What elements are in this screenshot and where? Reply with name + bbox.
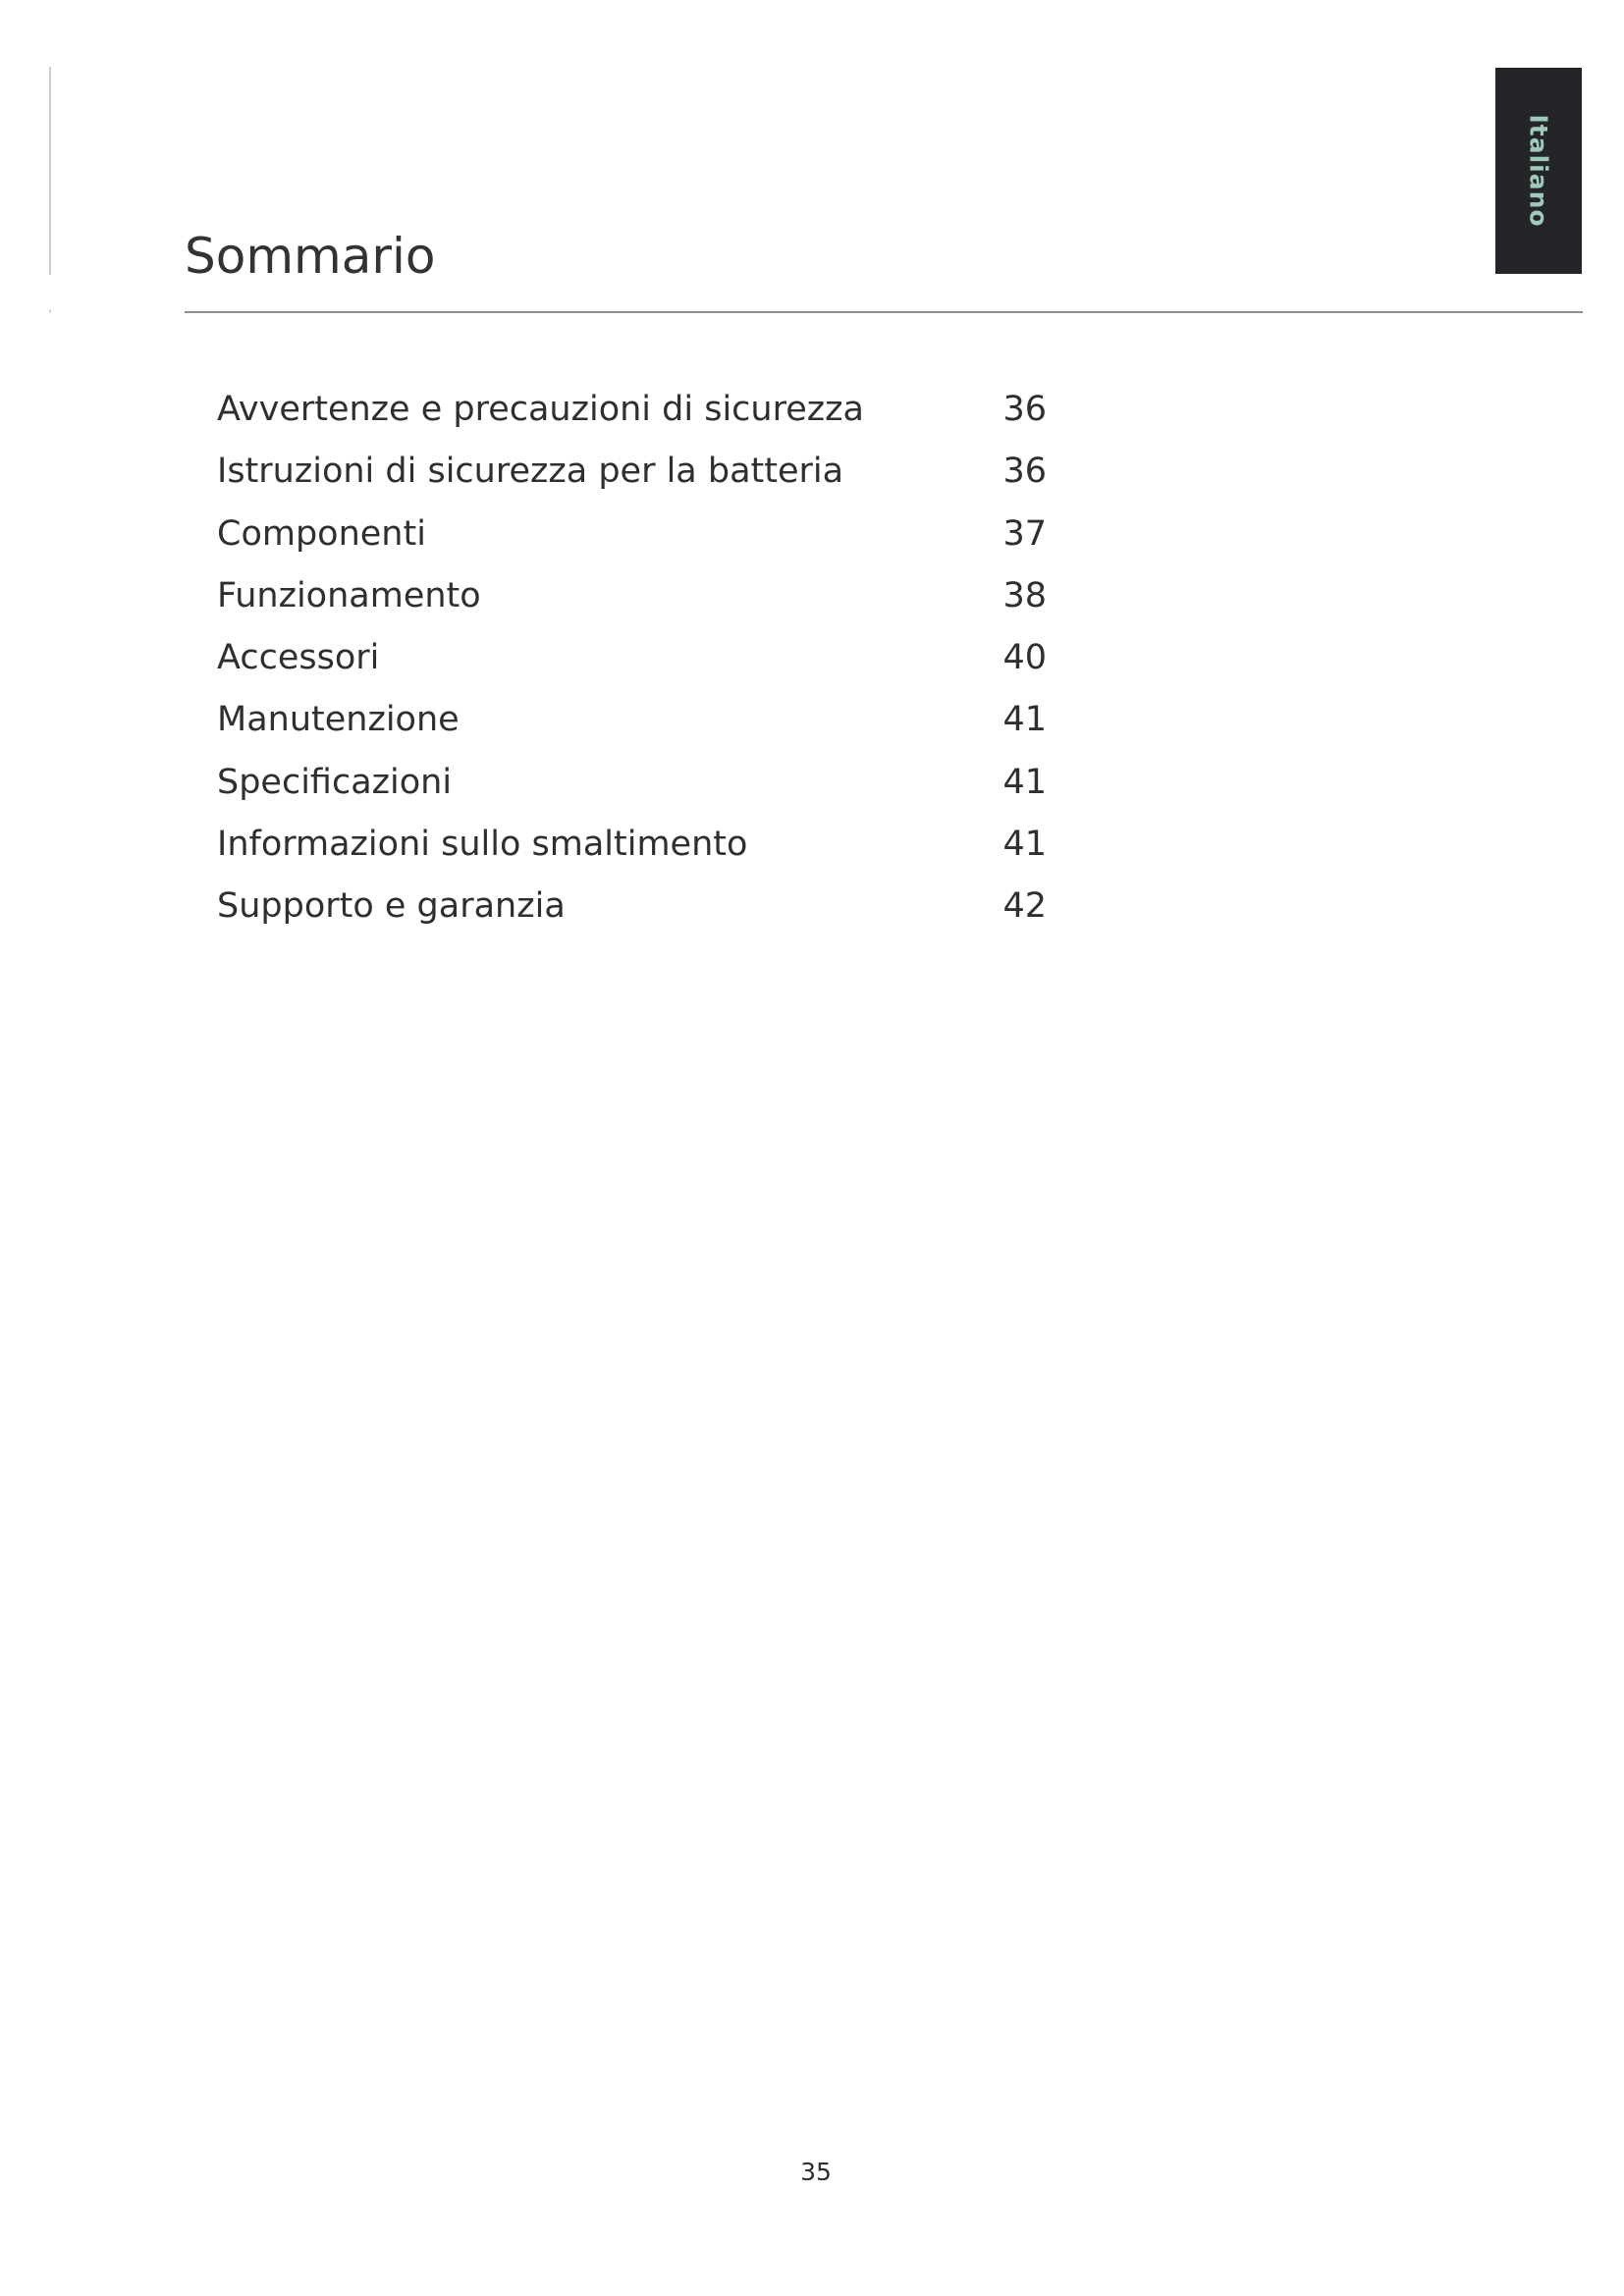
toc-entry[interactable]	[217, 816, 1052, 878]
toc-entry-page: 41	[1002, 825, 1047, 865]
toc-entry-page: 41	[1002, 700, 1047, 740]
margin-tick	[49, 309, 51, 313]
toc-entry-page: 36	[1002, 390, 1047, 429]
toc-entry[interactable]	[217, 691, 1052, 753]
language-tab-label: Italiano	[1524, 114, 1553, 228]
toc-entry[interactable]	[217, 629, 1052, 691]
toc-entry[interactable]	[217, 567, 1052, 629]
toc-entry-title: Componenti	[217, 513, 426, 554]
toc-entry-title: Avvertenze e precauzioni di sicurezza	[217, 390, 864, 429]
margin-rule	[49, 67, 51, 275]
toc-entry[interactable]	[217, 878, 1052, 939]
table-of-contents	[217, 381, 1052, 940]
toc-entry-title: Manutenzione	[217, 700, 460, 740]
toc-entry-title: Specificazioni	[217, 762, 453, 802]
page-title: Sommario	[185, 228, 436, 285]
toc-entry[interactable]	[217, 443, 1052, 505]
toc-entry-title: Informazioni sullo smaltimento	[217, 825, 748, 865]
language-tab	[1495, 68, 1582, 274]
toc-entry-title: Supporto e garanzia	[217, 886, 566, 927]
title-divider	[185, 311, 1583, 313]
toc-entry-page: 42	[1002, 886, 1047, 927]
toc-entry-title: Accessori	[217, 638, 380, 678]
toc-entry-page: 38	[1002, 575, 1047, 615]
page-number: 35	[800, 2158, 832, 2186]
toc-entry-title: Funzionamento	[217, 575, 481, 615]
toc-entry-page: 37	[1002, 513, 1047, 554]
toc-entry-page: 36	[1002, 452, 1047, 492]
toc-entry-page: 40	[1002, 638, 1047, 678]
toc-entry[interactable]	[217, 381, 1052, 443]
toc-entry-page: 41	[1002, 762, 1047, 802]
toc-entry[interactable]	[217, 506, 1052, 567]
toc-entry[interactable]	[217, 754, 1052, 816]
toc-entry-title: Istruzioni di sicurezza per la batteria	[217, 452, 844, 492]
